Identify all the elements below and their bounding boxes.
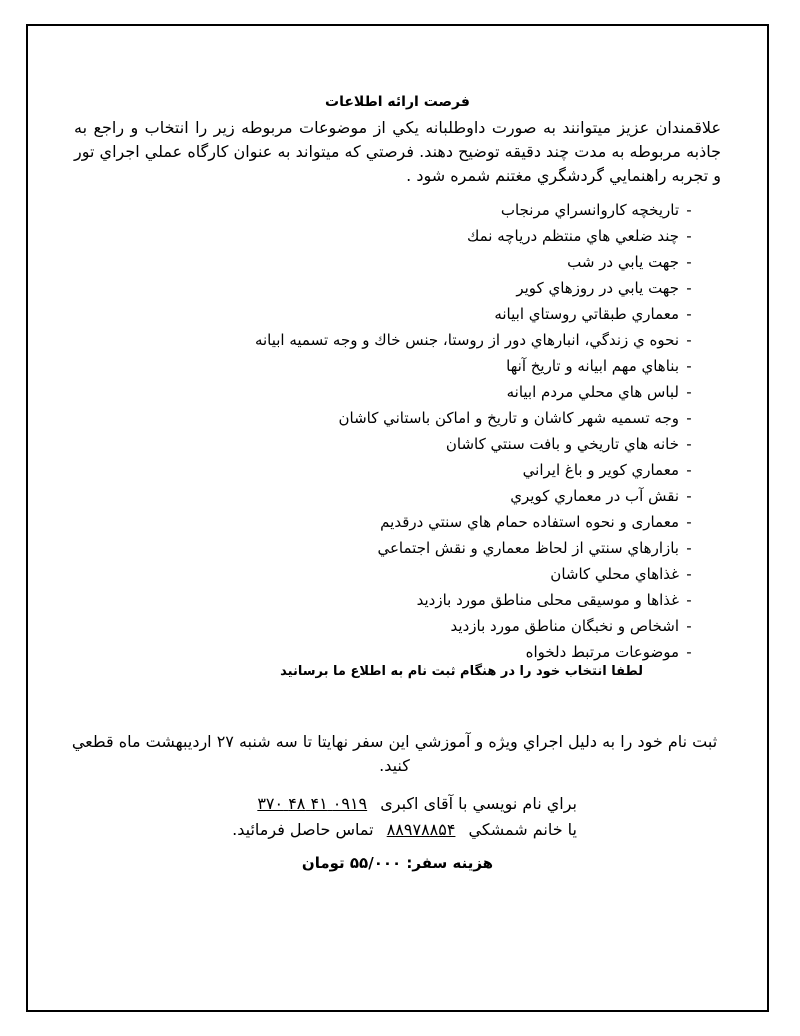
topic-item [255, 353, 699, 379]
topic-item [255, 327, 699, 353]
bullet-dash: - [686, 357, 692, 375]
topic-item [255, 249, 699, 275]
topic-text: نحوه ي زندگي، انبارهاي دور از روستا، جنس خاك و وجه تسميه ابيانه [254, 331, 679, 349]
topic-text: اشخاص و نخبگان مناطق مورد بازديد [450, 617, 679, 635]
topic-text: تاريخچه كاروانسراي مرنجاب [500, 201, 679, 219]
topic-text: خانه هاي تاريخي و بافت سنتي كاشان [445, 435, 679, 453]
topic-item [255, 483, 699, 509]
topic-text: نقش آب در معماري كويري [510, 487, 679, 505]
topic-item [255, 301, 699, 327]
intro-paragraph: علاقمندان عزيز ميتوانند به صورت داوطلبانه يكي از موضوعات مربوطه زير را انتخاب و راجع به جاذبه مربوطه به مدت چند دقيقه توضيح دهند. فرصتي كه ميتواند به عنوان كارگاه عملي اجراي تور و تجربه راهنمايي گردشگري مغتنم شمره شود . [74, 118, 721, 185]
topic-text: موضوعات مرتبط دلخواه [525, 643, 679, 661]
bullet-dash: - [686, 591, 692, 609]
bullet-dash: - [686, 435, 692, 453]
bullet-dash: - [686, 487, 692, 505]
bullet-dash: - [686, 331, 692, 349]
bullet-dash: - [686, 617, 692, 635]
topic-text: لباس هاي محلي مردم ابيانه [506, 383, 679, 401]
contact-line-1 [257, 794, 577, 813]
topic-item [255, 561, 699, 587]
contact-2-phone: ۸۸۹۷۸۸۵۴ [386, 820, 456, 839]
topic-item [255, 405, 699, 431]
topic-item [255, 379, 699, 405]
topic-text: معمارى و نحوه استفاده حمام هاي سنتي درقديم [380, 513, 679, 531]
contact-2-label: يا خانم شمشكي [468, 820, 577, 839]
topic-text: جهت يابي در شب [567, 253, 679, 271]
topic-item [255, 613, 699, 639]
topic-text: غذاها و موسيقى محلى مناطق مورد بازديد [416, 591, 679, 609]
bullet-dash: - [686, 279, 692, 297]
bullet-dash: - [686, 461, 692, 479]
bullet-dash: - [686, 383, 692, 401]
registration-deadline: ثبت نام خود را به دليل اجراي ويژه و آموزشي اين سفر نهايتا تا سه شنبه ۲۷ ارديبهشت ماه قطعي كنيد. [71, 732, 718, 775]
topic-item [255, 587, 699, 613]
topic-item [255, 457, 699, 483]
topic-text: چند ضلعي هاي منتظم درياچه نمك [466, 227, 679, 245]
topic-text: بناهاي مهم ابيانه و تاريخ آنها [506, 357, 679, 375]
contact-line-2 [232, 820, 577, 839]
document-page [26, 24, 769, 1012]
bullet-dash: - [686, 305, 692, 323]
topic-item [255, 275, 699, 301]
topic-item [255, 431, 699, 457]
topic-item [255, 535, 699, 561]
topic-text: معماري طبقاتي روستاي ابيانه [494, 305, 679, 323]
topic-text: غذاهاي محلي كاشان [550, 565, 679, 583]
bullet-dash: - [686, 643, 692, 661]
bullet-dash: - [686, 513, 692, 531]
bullet-dash: - [686, 227, 692, 245]
contact-1-label: براي نام نويسي با آقای اکبری [380, 794, 577, 813]
selection-note: لطفا انتخاب خود را در هنگام ثبت نام به اطلاع ما برسانيد [280, 664, 643, 679]
topic-text: معماري كوير و باغ ايراني [522, 461, 679, 479]
topics-list [255, 197, 699, 665]
bullet-dash: - [686, 201, 692, 219]
bullet-dash: - [686, 253, 692, 271]
bullet-dash: - [686, 539, 692, 557]
topic-item [255, 197, 699, 223]
topic-text: وجه تسميه شهر كاشان و تاريخ و اماكن باستاني كاشان [338, 409, 679, 427]
contact-2-suffix: تماس حاصل فرمائيد. [232, 820, 374, 839]
topic-text: جهت يابي در روزهاي كوير [516, 279, 679, 297]
page-title: فرصت ارائه اطلاعات [325, 94, 470, 110]
bullet-dash: - [686, 409, 692, 427]
topic-item [255, 639, 699, 665]
topic-text: بازارهاي سنتي از لحاظ معماري و نقش اجتماعي [377, 539, 679, 557]
trip-cost: هزينه سفر: ۵۵/۰۰۰ تومان [301, 854, 494, 872]
contact-1-phone: ۰۹۱۹ ۴۱ ۴۸ ۳۷۰ [257, 794, 368, 813]
topic-item [255, 509, 699, 535]
topic-item [255, 223, 699, 249]
bullet-dash: - [686, 565, 692, 583]
